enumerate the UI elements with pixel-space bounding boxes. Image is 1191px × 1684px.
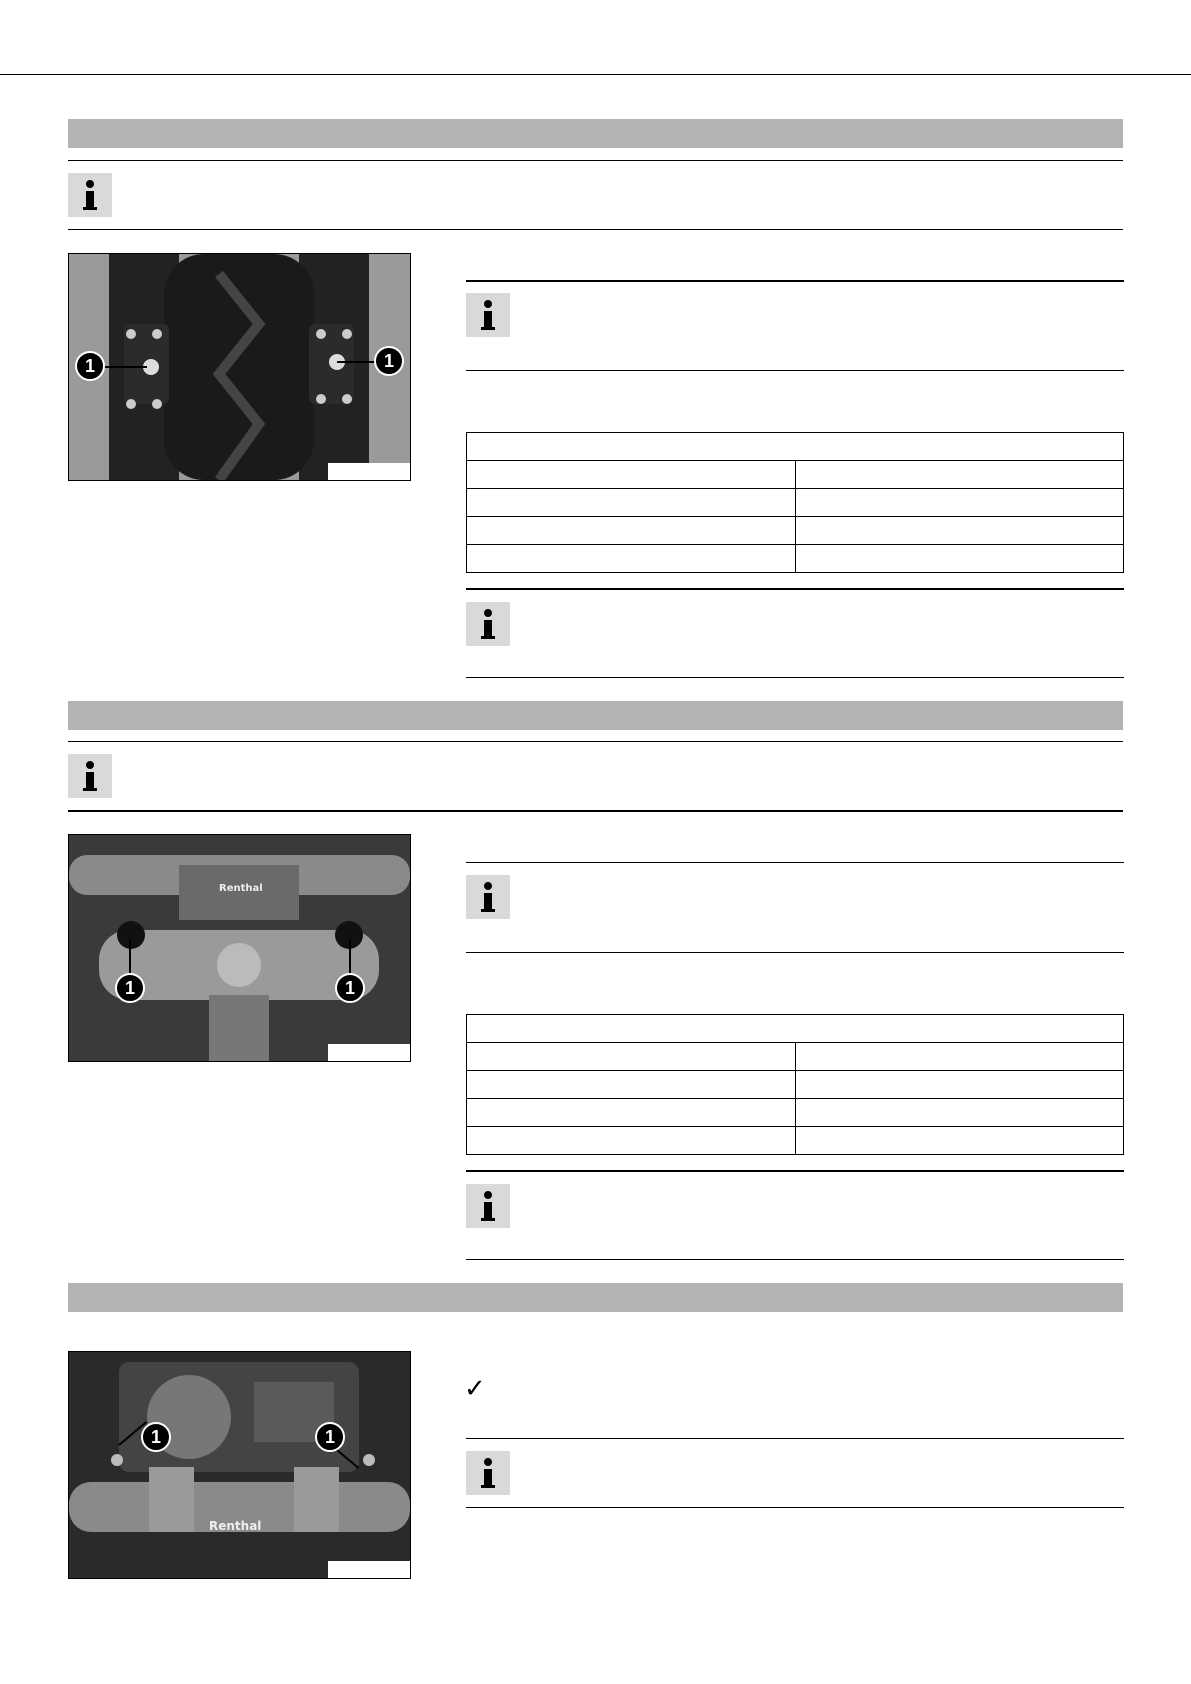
spec-table	[466, 1014, 1124, 1155]
spec-cell	[795, 517, 1124, 545]
spec-cell	[795, 1127, 1124, 1155]
info-icon	[466, 1451, 510, 1495]
step-info-rule-top	[466, 1438, 1124, 1439]
check-mark-icon: ✓	[464, 1373, 486, 1403]
spec-cell	[795, 545, 1124, 573]
spec-table-header	[467, 1015, 1124, 1043]
note-rule-bottom	[466, 677, 1124, 678]
info-icon	[466, 293, 510, 337]
page-top-rule	[0, 74, 1191, 75]
info-rule-bottom-1	[68, 229, 1123, 230]
figure-triple-clamp-screws	[68, 834, 411, 1062]
spec-cell	[467, 517, 796, 545]
section-header-bar-2	[68, 701, 1123, 730]
spec-table	[466, 432, 1124, 573]
figure-dashboard-screws	[68, 1351, 411, 1579]
callout-number: 1	[75, 351, 105, 381]
info-icon	[466, 875, 510, 919]
spec-cell	[467, 461, 796, 489]
spec-cell	[795, 461, 1124, 489]
spec-cell	[795, 1099, 1124, 1127]
svg-text:Renthal: Renthal	[219, 883, 263, 894]
spec-cell	[467, 1099, 796, 1127]
info-rule-bottom-2	[68, 810, 1123, 812]
spec-cell	[467, 1071, 796, 1099]
figure-code-tag	[328, 463, 410, 480]
svg-text:Renthal: Renthal	[209, 1519, 262, 1533]
figure-code-tag	[328, 1044, 410, 1061]
info-icon	[68, 754, 112, 798]
info-rule-top-1	[68, 160, 1123, 161]
callout-number: 1	[315, 1422, 345, 1452]
info-rule-top-2	[68, 741, 1123, 742]
callout-leader	[99, 366, 147, 368]
step-info-rule-bottom	[466, 1507, 1124, 1508]
spec-cell	[467, 1127, 796, 1155]
info-icon	[466, 602, 510, 646]
step-info-rule-top	[466, 280, 1124, 282]
note-rule-top	[466, 1170, 1124, 1172]
spec-table-header	[467, 433, 1124, 461]
section-header-bar-1	[68, 119, 1123, 148]
step-info-rule-top	[466, 862, 1124, 863]
spec-cell	[467, 545, 796, 573]
figure-code-tag	[328, 1561, 410, 1578]
section-header-bar-3	[68, 1283, 1123, 1312]
note-rule-top	[466, 588, 1124, 590]
callout-number: 1	[115, 973, 145, 1003]
spec-cell	[795, 1071, 1124, 1099]
info-icon	[466, 1184, 510, 1228]
spec-cell	[467, 489, 796, 517]
spec-cell	[467, 1043, 796, 1071]
callout-number: 1	[141, 1422, 171, 1452]
callout-number: 1	[335, 973, 365, 1003]
step-info-rule-bottom	[466, 952, 1124, 953]
callout-leader	[337, 361, 379, 363]
step-info-rule-bottom	[466, 370, 1124, 371]
figure-fork-clamp-screws	[68, 253, 411, 481]
info-icon	[68, 173, 112, 217]
callout-number: 1	[374, 346, 404, 376]
note-rule-bottom	[466, 1259, 1124, 1260]
spec-cell	[795, 489, 1124, 517]
spec-cell	[795, 1043, 1124, 1071]
